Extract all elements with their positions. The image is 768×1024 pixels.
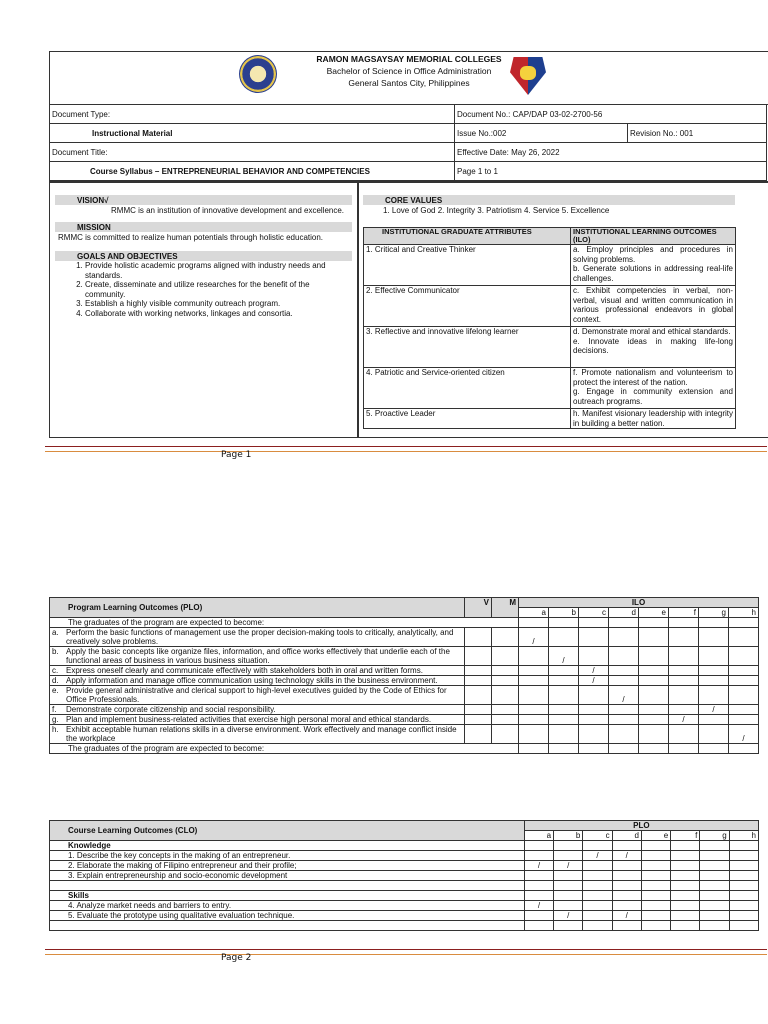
mark-cell	[612, 881, 641, 891]
mark-cell	[609, 725, 639, 744]
attributes-header: INSTITUTIONAL GRADUATE ATTRIBUTES	[364, 228, 571, 245]
page-count: Page 1 to 1	[455, 162, 767, 181]
plo-footer: The graduates of the program are expected to become:	[50, 744, 519, 754]
table-row	[50, 686, 759, 705]
letter-header: c	[583, 831, 612, 841]
mark-cell	[729, 628, 759, 647]
mark-cell	[671, 861, 700, 871]
plo-id: h.	[50, 725, 63, 744]
letter-header: h	[729, 608, 759, 618]
mark-cell	[729, 666, 759, 676]
ilo-cell: f. Promote nationalism and volunteerism to protect the interest of the nation. g. Engage in community extension and outreach programs.	[571, 368, 736, 409]
page-divider	[45, 446, 767, 452]
mark-cell	[699, 715, 729, 725]
mark-cell	[641, 871, 670, 881]
mark-cell	[700, 851, 729, 861]
mark-cell: /	[729, 725, 759, 744]
table-row	[50, 647, 759, 666]
mark-cell	[554, 871, 583, 881]
mark-cell	[639, 686, 669, 705]
mark-cell	[639, 705, 669, 715]
mark-cell	[669, 628, 699, 647]
letter-header: g	[699, 608, 729, 618]
core-values-heading: CORE VALUES	[363, 195, 735, 205]
mark-cell	[699, 686, 729, 705]
mark-cell	[669, 647, 699, 666]
mark-cell: /	[524, 901, 553, 911]
mark-cell	[729, 686, 759, 705]
mark-cell	[579, 686, 609, 705]
plo-text: Perform the basic functions of management use the proper decision-making tools to critically, analytically, and creatively solve problems.	[62, 628, 465, 647]
mission-heading: MISSION	[55, 222, 352, 232]
vision-text: RMMC is an institution of innovative development and excellence.	[111, 206, 345, 215]
doc-type-label: Document Type:	[50, 105, 455, 124]
plo-text: Apply information and manage office communication using technology skills in the business environment.	[62, 676, 465, 686]
mark-cell	[700, 911, 729, 921]
letter-header: e	[639, 608, 669, 618]
v-cell	[465, 676, 492, 686]
plo-matrix-table	[49, 597, 759, 754]
mission-text: RMMC is committed to realize human potentials through holistic education.	[58, 233, 324, 242]
effective-date: Effective Date: May 26, 2022	[455, 143, 767, 162]
table-row	[364, 286, 736, 327]
letter-header: f	[669, 608, 699, 618]
mark-cell	[554, 901, 583, 911]
mark-cell	[609, 618, 639, 628]
vision-heading: VISION√	[55, 195, 352, 205]
letter-header: d	[609, 608, 639, 618]
mark-cell: /	[669, 715, 699, 725]
table-row	[364, 245, 736, 286]
mark-cell: /	[579, 676, 609, 686]
mark-cell	[729, 841, 758, 851]
mark-cell	[639, 744, 669, 754]
table-row	[50, 705, 759, 715]
mark-cell	[579, 628, 609, 647]
mark-cell	[669, 686, 699, 705]
mark-cell	[729, 861, 758, 871]
mark-cell	[524, 911, 553, 921]
mark-cell	[583, 841, 612, 851]
mark-cell	[729, 647, 759, 666]
clo-text: 2. Elaborate the making of Filipino entrepreneur and their profile;	[50, 861, 525, 871]
mark-cell	[549, 705, 579, 715]
plo-text: Plan and implement business-related activities that exercise high personal moral and ethical standards.	[62, 715, 465, 725]
mark-cell	[549, 676, 579, 686]
mark-cell	[669, 725, 699, 744]
mark-cell	[671, 841, 700, 851]
m-cell	[492, 647, 519, 666]
graduate-attributes-table	[363, 227, 736, 429]
mark-cell	[524, 881, 553, 891]
college-location: General Santos City, Philippines	[348, 78, 470, 88]
mark-cell	[524, 841, 553, 851]
mark-cell	[579, 725, 609, 744]
mark-cell	[639, 725, 669, 744]
college-name: RAMON MAGSAYSAY MEMORIAL COLLEGES	[316, 54, 502, 64]
mark-cell	[612, 901, 641, 911]
goal-item: 1. Provide holistic academic programs aligned with industry needs and standards.	[85, 261, 352, 280]
plo-id: e.	[50, 686, 63, 705]
mark-cell	[583, 911, 612, 921]
mark-cell	[669, 618, 699, 628]
letter-header: b	[554, 831, 583, 841]
v-cell	[465, 705, 492, 715]
mark-cell	[524, 871, 553, 881]
mark-cell	[699, 628, 729, 647]
mark-cell	[729, 921, 758, 931]
mark-cell	[700, 881, 729, 891]
mark-cell	[519, 725, 549, 744]
mark-cell	[583, 921, 612, 931]
table-row	[50, 871, 759, 881]
m-cell	[492, 686, 519, 705]
mark-cell	[609, 628, 639, 647]
v-cell	[465, 666, 492, 676]
mark-cell	[609, 676, 639, 686]
mark-cell	[583, 891, 612, 901]
mark-cell	[641, 861, 670, 871]
mark-cell: /	[579, 666, 609, 676]
mark-cell	[583, 881, 612, 891]
mark-cell	[639, 628, 669, 647]
mark-cell	[641, 901, 670, 911]
table-row	[364, 327, 736, 368]
attribute-cell: 1. Critical and Creative Thinker	[364, 245, 571, 286]
clo-section-heading: Knowledge	[50, 841, 525, 851]
plo-id: b.	[50, 647, 63, 666]
table-row	[50, 841, 759, 851]
mark-cell	[700, 861, 729, 871]
mark-cell	[639, 715, 669, 725]
mark-cell: /	[519, 628, 549, 647]
v-column-header: V	[465, 598, 492, 618]
m-cell	[492, 628, 519, 647]
clo-section-heading: Skills	[50, 891, 525, 901]
mark-cell	[609, 744, 639, 754]
ilo-group-header: ILO	[519, 598, 759, 608]
mark-cell	[579, 618, 609, 628]
mark-cell: /	[612, 911, 641, 921]
attribute-cell: 4. Patriotic and Service-oriented citizen	[364, 368, 571, 409]
goal-item: 4. Collaborate with working networks, linkages and consortia.	[85, 309, 352, 319]
goals-list	[55, 261, 352, 318]
mark-cell	[554, 841, 583, 851]
document-info-table	[49, 104, 767, 181]
mark-cell	[579, 705, 609, 715]
mark-cell	[671, 911, 700, 921]
clo-text	[50, 881, 525, 891]
v-cell	[465, 725, 492, 744]
mark-cell	[699, 666, 729, 676]
mark-cell: /	[699, 705, 729, 715]
mark-cell	[700, 901, 729, 911]
v-cell	[465, 647, 492, 666]
mark-cell	[579, 744, 609, 754]
m-cell	[492, 705, 519, 715]
mark-cell	[669, 676, 699, 686]
mark-cell	[639, 647, 669, 666]
mark-cell	[612, 841, 641, 851]
mark-cell	[583, 871, 612, 881]
table-row	[50, 881, 759, 891]
mark-cell	[669, 744, 699, 754]
mark-cell	[699, 744, 729, 754]
clo-body	[50, 841, 759, 931]
letter-header: c	[579, 608, 609, 618]
mark-cell	[549, 618, 579, 628]
clo-text: 5. Evaluate the prototype using qualitative evaluation technique.	[50, 911, 525, 921]
m-cell	[492, 666, 519, 676]
mark-cell	[671, 881, 700, 891]
institution-banner	[50, 52, 768, 105]
letter-header: h	[729, 831, 758, 841]
mark-cell	[700, 871, 729, 881]
mark-cell	[641, 911, 670, 921]
mark-cell	[700, 921, 729, 931]
document-header	[49, 51, 768, 182]
plo-text: Exhibit acceptable human relations skills in a diverse environment. Work effectively and manage conflict inside the workplace	[62, 725, 465, 744]
ilo-cell: h. Manifest visionary leadership with integrity in building a better nation.	[571, 409, 736, 429]
doc-number: Document No.: CAP/DAP 03-02-2700-56	[455, 105, 767, 124]
mark-cell	[729, 911, 758, 921]
mark-cell	[554, 891, 583, 901]
mark-cell	[524, 891, 553, 901]
table-row	[50, 921, 759, 931]
mark-cell	[639, 666, 669, 676]
table-row	[50, 744, 759, 754]
mark-cell	[519, 618, 549, 628]
ilo-cell: a. Employ principles and procedures in solving problems. b. Generate solutions in addressing real-life challenges.	[571, 245, 736, 286]
table-row	[50, 628, 759, 647]
clo-matrix-table	[49, 820, 759, 931]
clo-title: Course Learning Outcomes (CLO)	[50, 821, 525, 841]
mark-cell	[729, 715, 759, 725]
mark-cell	[549, 715, 579, 725]
mark-cell	[524, 921, 553, 931]
mark-cell	[612, 871, 641, 881]
page-divider	[45, 949, 767, 955]
program-name: Bachelor of Science in Office Administration	[326, 66, 492, 76]
table-row	[50, 666, 759, 676]
mark-cell	[554, 881, 583, 891]
mark-cell	[729, 676, 759, 686]
m-cell	[492, 676, 519, 686]
ilo-cell: d. Demonstrate moral and ethical standards. e. Innovate ideas in making life-long decisions.	[571, 327, 736, 368]
mark-cell	[669, 705, 699, 715]
table-row	[50, 891, 759, 901]
mark-cell	[669, 666, 699, 676]
mark-cell	[519, 705, 549, 715]
letter-header: f	[671, 831, 700, 841]
letter-header: g	[700, 831, 729, 841]
left-column	[50, 183, 359, 437]
mark-cell	[554, 921, 583, 931]
mark-cell	[583, 901, 612, 911]
mark-cell	[699, 618, 729, 628]
right-column	[360, 183, 768, 437]
letter-header: d	[612, 831, 641, 841]
mark-cell	[641, 841, 670, 851]
mark-cell	[549, 666, 579, 676]
mark-cell	[729, 901, 758, 911]
v-cell	[465, 686, 492, 705]
table-row	[50, 725, 759, 744]
plo-title: Program Learning Outcomes (PLO)	[50, 598, 465, 618]
mark-cell	[729, 851, 758, 861]
mark-cell	[700, 891, 729, 901]
mark-cell	[612, 921, 641, 931]
table-row	[50, 911, 759, 921]
clo-text: 3. Explain entrepreneurship and socio-economic development	[50, 871, 525, 881]
mark-cell	[671, 851, 700, 861]
mark-cell	[729, 881, 758, 891]
page-number: Page 1	[221, 450, 252, 460]
mark-cell	[671, 901, 700, 911]
mark-cell	[671, 921, 700, 931]
mark-cell	[609, 705, 639, 715]
table-row	[50, 676, 759, 686]
mark-cell	[729, 705, 759, 715]
attribute-cell: 3. Reflective and innovative lifelong learner	[364, 327, 571, 368]
plo-id: f.	[50, 705, 63, 715]
mark-cell	[729, 618, 759, 628]
table-row	[364, 368, 736, 409]
clo-text: 1. Describe the key concepts in the making of an entrepreneur.	[50, 851, 525, 861]
mark-cell	[519, 666, 549, 676]
mark-cell	[612, 861, 641, 871]
mark-cell: /	[583, 851, 612, 861]
mark-cell	[524, 851, 553, 861]
plo-text: Provide general administrative and clerical support to high-level executives guided by the Code of Ethics for Office Professionals.	[62, 686, 465, 705]
mark-cell	[729, 744, 759, 754]
goal-item: 3. Establish a highly visible community outreach program.	[85, 299, 352, 309]
mark-cell	[639, 618, 669, 628]
plo-body	[50, 618, 759, 754]
plo-text: Demonstrate corporate citizenship and social responsibility.	[62, 705, 465, 715]
doc-title-label: Document Title:	[50, 143, 455, 162]
mark-cell	[519, 647, 549, 666]
mark-cell	[519, 686, 549, 705]
mark-cell	[609, 647, 639, 666]
plo-text: Express oneself clearly and communicate effectively with stakeholders both in oral and written forms.	[62, 666, 465, 676]
letter-header: a	[519, 608, 549, 618]
mark-cell: /	[549, 647, 579, 666]
mark-cell	[641, 851, 670, 861]
m-cell	[492, 725, 519, 744]
mark-cell	[609, 666, 639, 676]
revision-number: Revision No.: 001	[628, 124, 767, 143]
table-row	[50, 861, 759, 871]
mark-cell	[519, 744, 549, 754]
table-row	[50, 618, 759, 628]
m-cell	[492, 715, 519, 725]
mark-cell	[579, 647, 609, 666]
mark-cell	[609, 715, 639, 725]
mark-cell	[699, 725, 729, 744]
clo-text	[50, 921, 525, 931]
plo-id: c.	[50, 666, 63, 676]
core-values-text: 1. Love of God 2. Integrity 3. Patriotism 4. Service 5. Excellence	[383, 206, 610, 215]
mark-cell	[519, 676, 549, 686]
table-row	[50, 715, 759, 725]
mark-cell	[549, 744, 579, 754]
goal-item: 2. Create, disseminate and utilize researches for the benefit of the community.	[85, 280, 352, 299]
mark-cell	[549, 725, 579, 744]
mark-cell: /	[612, 851, 641, 861]
mark-cell	[549, 686, 579, 705]
mark-cell	[729, 891, 758, 901]
mark-cell	[641, 881, 670, 891]
mark-cell	[641, 891, 670, 901]
letter-header: b	[549, 608, 579, 618]
m-column-header: M	[492, 598, 519, 618]
mark-cell: /	[554, 861, 583, 871]
mark-cell	[699, 676, 729, 686]
clo-text: 4. Analyze market needs and barriers to entry.	[50, 901, 525, 911]
mark-cell	[612, 891, 641, 901]
v-cell	[465, 715, 492, 725]
attribute-cell: 2. Effective Communicator	[364, 286, 571, 327]
plo-intro: The graduates of the program are expected to become:	[50, 618, 519, 628]
doc-type-value: Instructional Material	[50, 124, 455, 143]
mark-cell	[639, 676, 669, 686]
v-cell	[465, 628, 492, 647]
plo-id: a.	[50, 628, 63, 647]
plo-id: d.	[50, 676, 63, 686]
ilo-cell: c. Exhibit competencies in verbal, non-verbal, visual and written communication in various professional endeavors in global context.	[571, 286, 736, 327]
mark-cell	[699, 647, 729, 666]
mark-cell	[700, 841, 729, 851]
mark-cell: /	[609, 686, 639, 705]
table-row	[364, 409, 736, 429]
mark-cell	[519, 715, 549, 725]
course-title: Course Syllabus – ENTREPRENEURIAL BEHAVIOR AND COMPETENCIES	[50, 162, 455, 181]
vision-mission-section	[49, 182, 768, 438]
letter-header: a	[524, 831, 553, 841]
plo-id: g.	[50, 715, 63, 725]
letter-header: e	[641, 831, 670, 841]
issue-number: Issue No.:002	[455, 124, 628, 143]
mark-cell: /	[554, 911, 583, 921]
mark-cell	[554, 851, 583, 861]
mark-cell: /	[524, 861, 553, 871]
mark-cell	[641, 921, 670, 931]
mark-cell	[579, 715, 609, 725]
mark-cell	[583, 861, 612, 871]
attribute-cell: 5. Proactive Leader	[364, 409, 571, 429]
page-number: Page 2	[221, 953, 252, 963]
table-row	[50, 851, 759, 861]
mark-cell	[549, 628, 579, 647]
plo-group-header: PLO	[524, 821, 758, 831]
mark-cell	[671, 891, 700, 901]
goals-heading: GOALS AND OBJECTIVES	[55, 251, 352, 261]
table-row	[50, 901, 759, 911]
plo-text: Apply the basic concepts like organize files, information, and office works effectively that underlie each of the functional areas of business in various business situation.	[62, 647, 465, 666]
ilo-header: INSTITUTIONAL LEARNING OUTCOMES (ILO)	[571, 228, 736, 245]
mark-cell	[671, 871, 700, 881]
mark-cell	[729, 871, 758, 881]
